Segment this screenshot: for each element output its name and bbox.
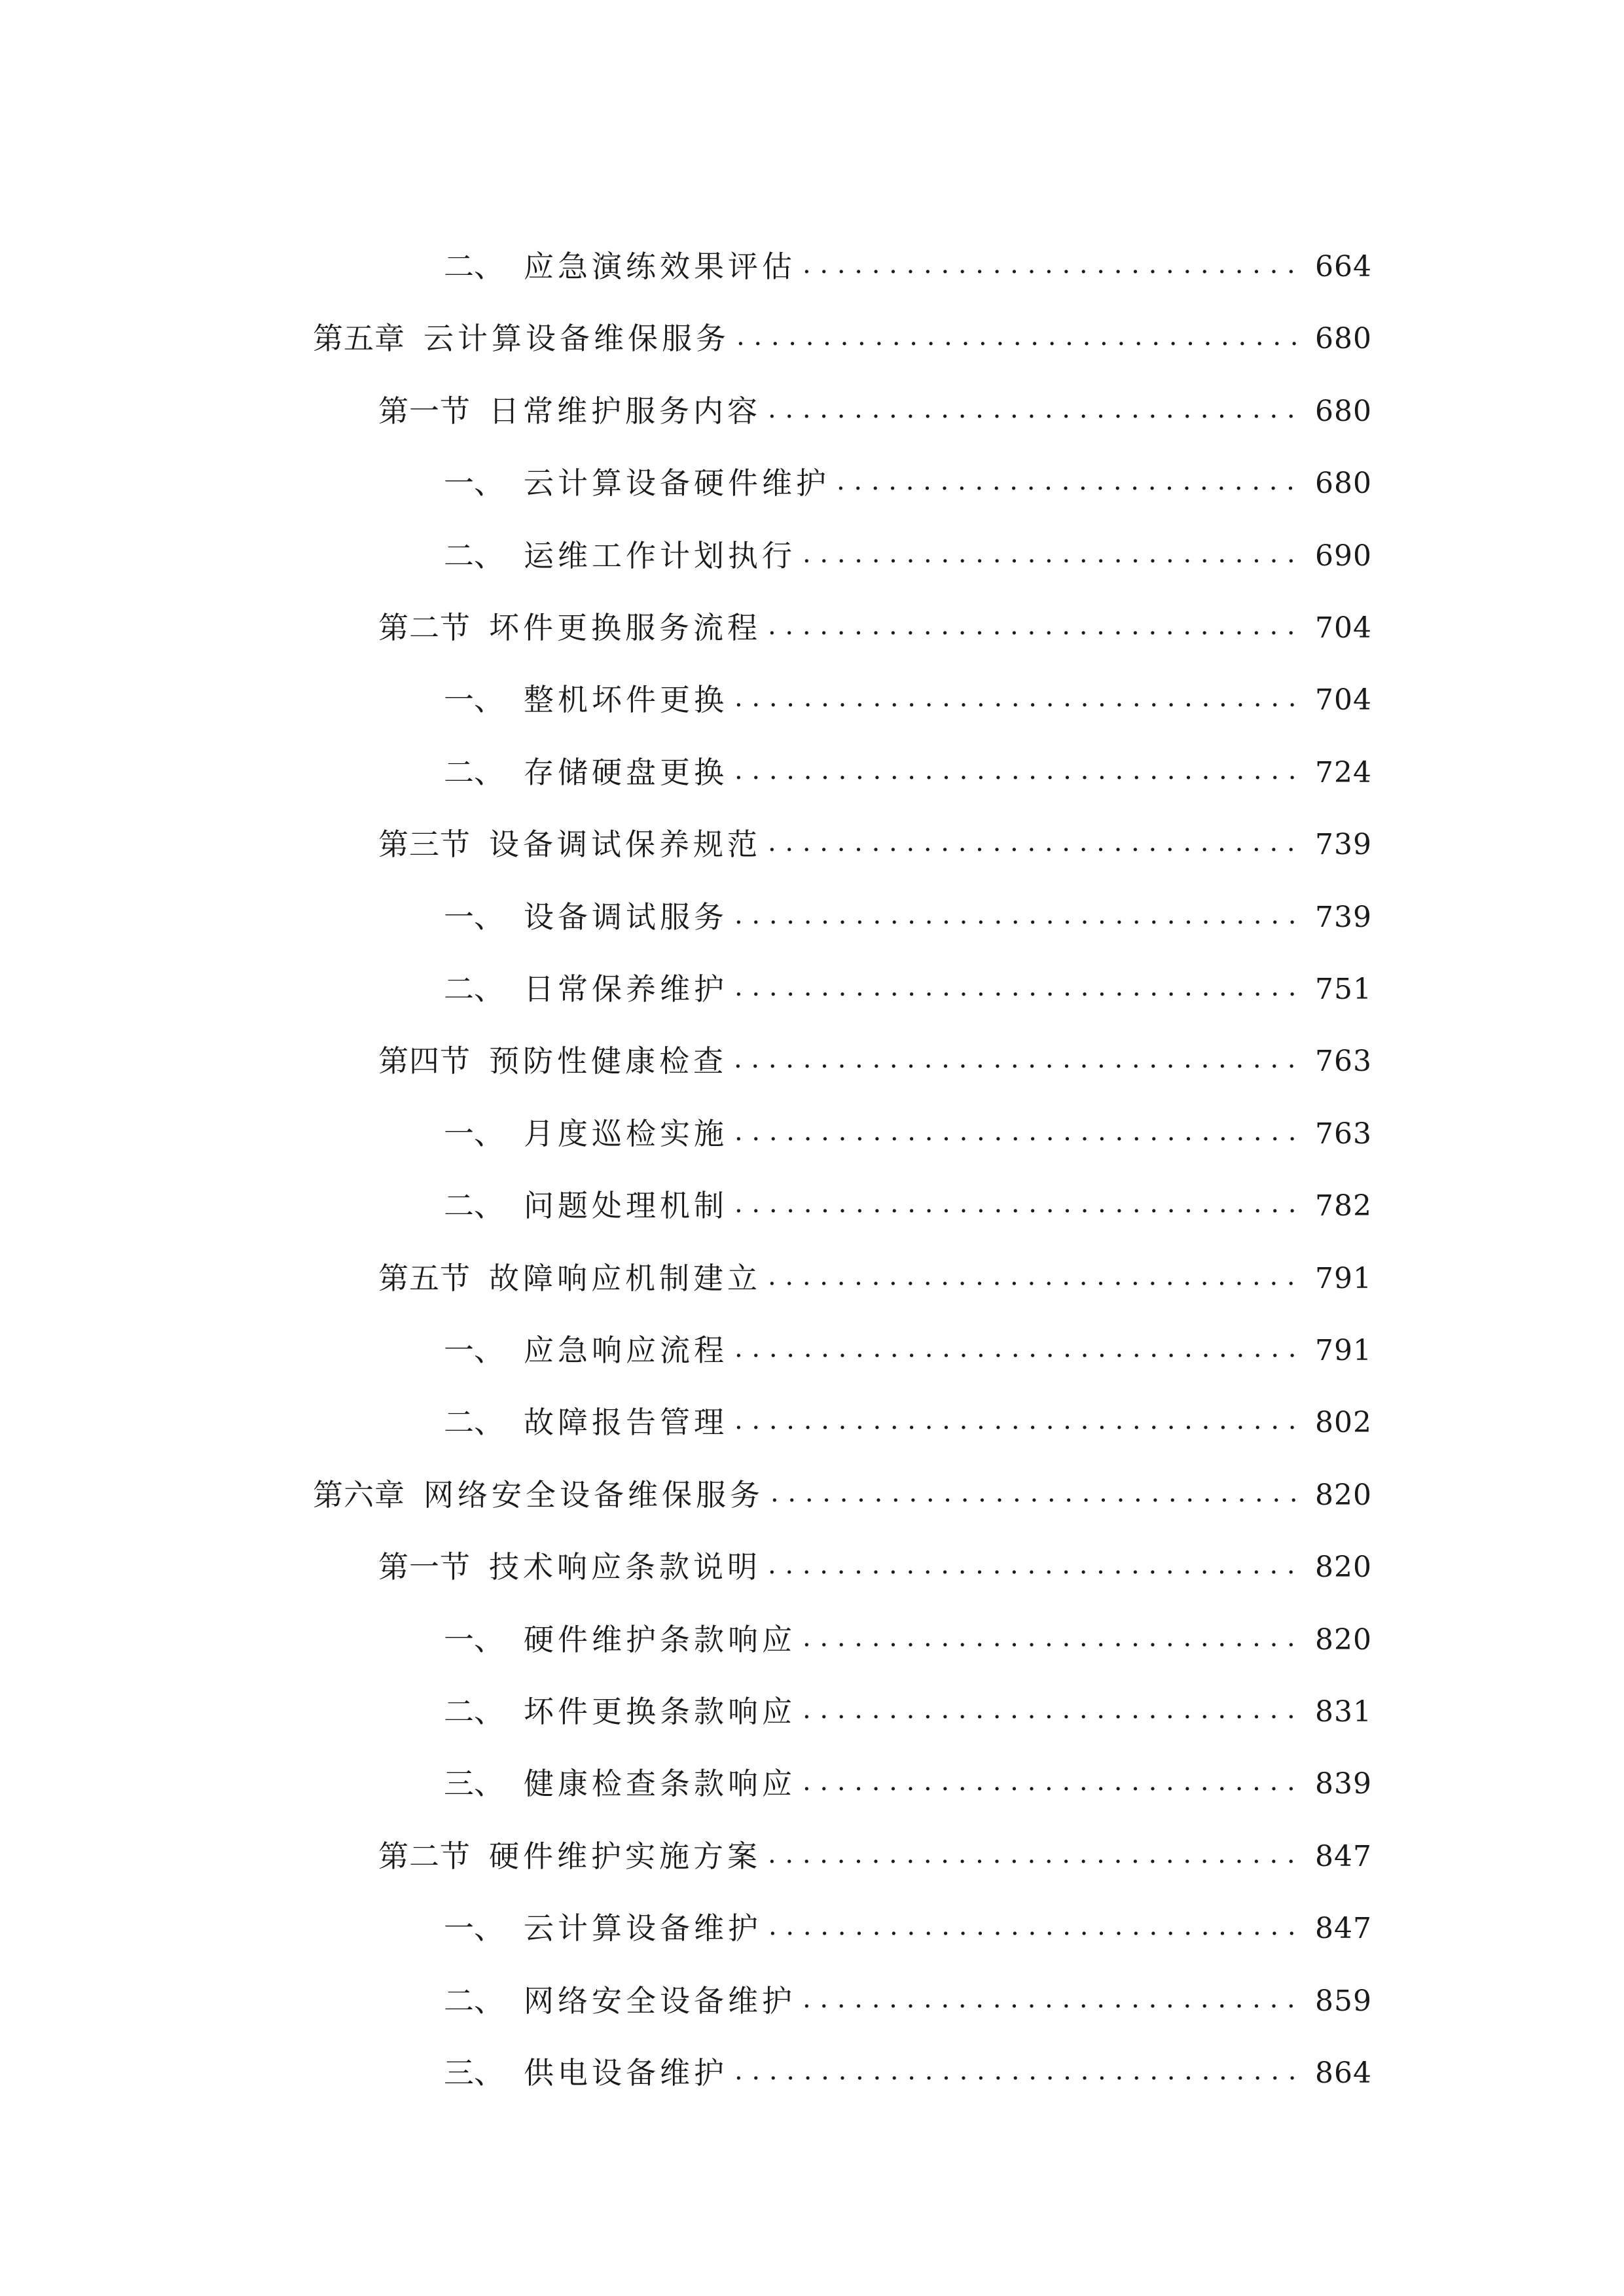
toc-entry-number: 一、	[444, 1115, 504, 1151]
dot-leader	[734, 757, 1303, 783]
toc-entry[interactable]	[378, 1819, 1372, 1874]
toc-entry[interactable]	[444, 880, 1372, 935]
toc-entry-page-number: 704	[1315, 611, 1372, 645]
toc-entry-title: 硬件维护实施方案	[489, 1838, 761, 1874]
toc-entry-number: 第五章	[313, 321, 405, 357]
toc-entry[interactable]	[313, 301, 1372, 357]
toc-entry-page-number: 847	[1315, 1839, 1372, 1873]
toc-entry-number: 二、	[444, 1405, 504, 1441]
toc-entry-number: 一、	[444, 682, 504, 718]
toc-entry[interactable]	[313, 1458, 1372, 1513]
toc-entry-page-number: 820	[1315, 1551, 1372, 1585]
dot-leader	[734, 974, 1303, 1000]
toc-entry-title: 网络安全设备维护	[524, 1982, 796, 2018]
toc-entry-number: 第一节	[378, 1549, 471, 1585]
toc-entry-number: 三、	[444, 1766, 504, 1802]
dot-leader	[734, 1191, 1303, 1217]
dot-leader	[768, 613, 1303, 639]
toc-entry-page-number: 680	[1315, 322, 1372, 356]
toc-entry-page-number: 704	[1315, 683, 1372, 717]
toc-entry-page-number: 739	[1315, 900, 1372, 934]
toc-entry-number: 一、	[444, 899, 504, 935]
dot-leader	[770, 1480, 1303, 1506]
toc-entry-title: 故障响应机制建立	[489, 1260, 761, 1296]
toc-entry[interactable]	[444, 1891, 1372, 1946]
dot-leader	[768, 1263, 1303, 1289]
dot-leader	[803, 1696, 1303, 1723]
toc-entry-title: 网络安全设备维保服务	[424, 1477, 764, 1513]
toc-entry-title: 日常维护服务内容	[489, 393, 761, 429]
toc-entry[interactable]	[378, 1530, 1372, 1585]
dot-leader	[803, 1986, 1303, 2012]
dot-leader	[734, 1335, 1303, 1361]
toc-entry-number: 第一节	[378, 393, 471, 429]
toc-entry-number: 一、	[444, 1621, 504, 1657]
toc-entry-number: 一、	[444, 1910, 504, 1946]
toc-entry-page-number: 831	[1315, 1695, 1372, 1729]
toc-entry[interactable]	[444, 229, 1372, 284]
dot-leader	[768, 1841, 1303, 1867]
toc-entry-page-number: 680	[1315, 394, 1372, 428]
toc-entry-title: 月度巡检实施	[524, 1115, 728, 1151]
toc-entry-page-number: 847	[1315, 1912, 1372, 1946]
toc-entry-title: 日常保养维护	[524, 971, 728, 1007]
toc-entry-title: 供电设备维护	[524, 2055, 728, 2090]
toc-entry-number: 第四节	[378, 1043, 471, 1079]
toc-entry[interactable]	[444, 1385, 1372, 1441]
toc-entry-number: 第二节	[378, 610, 471, 645]
toc-entry-page-number: 763	[1315, 1045, 1372, 1079]
toc-entry-title: 问题处理机制	[524, 1188, 728, 1224]
dot-leader	[768, 829, 1303, 855]
toc-entry[interactable]	[444, 446, 1372, 501]
dot-leader	[734, 1046, 1303, 1072]
toc-entry-number: 二、	[444, 249, 504, 284]
toc-entry[interactable]	[444, 1313, 1372, 1368]
dot-leader	[768, 1552, 1303, 1578]
toc-entry-page-number: 864	[1315, 2056, 1372, 2090]
toc-entry-page-number: 664	[1315, 250, 1372, 283]
toc-entry-page-number: 739	[1315, 828, 1372, 862]
toc-entry-title: 整机坏件更换	[524, 682, 728, 718]
toc-entry-title: 技术响应条款说明	[489, 1549, 761, 1585]
toc-entry[interactable]	[378, 590, 1372, 643]
toc-entry-number: 一、	[444, 465, 504, 501]
toc-entry-page-number: 791	[1315, 1261, 1372, 1295]
dot-leader	[803, 541, 1303, 567]
toc-entry[interactable]	[378, 1024, 1372, 1079]
toc-entry-title: 云计算设备维护	[524, 1910, 762, 1946]
toc-entry-title: 设备调试服务	[524, 899, 728, 935]
toc-entry-title: 健康检查条款响应	[524, 1766, 796, 1802]
toc-entry-title: 应急演练效果评估	[524, 249, 796, 284]
toc-entry[interactable]	[444, 952, 1372, 1007]
toc-entry[interactable]	[444, 1602, 1372, 1655]
toc-entry-number: 第五节	[378, 1260, 471, 1296]
dot-leader	[734, 685, 1303, 711]
toc-entry-page-number: 791	[1315, 1334, 1372, 1367]
toc-entry-number: 一、	[444, 1333, 504, 1368]
toc-entry[interactable]	[444, 1964, 1372, 2016]
toc-entry-page-number: 680	[1315, 467, 1372, 501]
toc-entry-title: 故障报告管理	[524, 1405, 728, 1441]
toc-entry-page-number: 724	[1315, 755, 1372, 789]
toc-entry[interactable]	[378, 1241, 1372, 1296]
toc-entry-page-number: 820	[1315, 1623, 1372, 1657]
toc-entry-page-number: 802	[1315, 1406, 1372, 1440]
toc-entry-title: 预防性健康检查	[489, 1043, 727, 1079]
toc-entry-title: 存储硬盘更换	[524, 754, 728, 790]
toc-entry[interactable]	[444, 1096, 1372, 1149]
dot-leader	[736, 323, 1303, 350]
dot-leader	[803, 1768, 1303, 1795]
toc-entry-number: 二、	[444, 537, 504, 573]
toc-entry-page-number: 859	[1315, 1984, 1372, 2018]
toc-entry[interactable]	[378, 807, 1372, 863]
toc-entry-page-number: 751	[1315, 973, 1372, 1006]
dot-leader	[734, 2058, 1303, 2084]
toc-entry-number: 二、	[444, 1188, 504, 1224]
toc-entry-title: 云计算设备维保服务	[424, 321, 730, 357]
toc-entry-page-number: 690	[1315, 539, 1372, 573]
toc-entry[interactable]	[444, 518, 1372, 571]
dot-leader	[734, 1119, 1303, 1145]
toc-entry-page-number: 782	[1315, 1189, 1372, 1223]
toc-entry-number: 第二节	[378, 1838, 471, 1874]
toc-entry-number: 第三节	[378, 827, 471, 863]
toc-entry-title: 坏件更换服务流程	[489, 610, 761, 645]
toc-entry[interactable]	[378, 374, 1372, 429]
toc-entry-title: 运维工作计划执行	[524, 537, 796, 573]
toc-entry-number: 三、	[444, 2055, 504, 2090]
dot-leader	[803, 251, 1303, 278]
toc-entry-number: 二、	[444, 971, 504, 1007]
toc-entry-page-number: 763	[1315, 1117, 1372, 1151]
toc-entry[interactable]	[444, 1674, 1372, 1727]
dot-leader	[837, 468, 1303, 494]
dot-leader	[734, 902, 1303, 928]
toc-entry-title: 硬件维护条款响应	[524, 1621, 796, 1657]
toc-entry-title: 设备调试保养规范	[489, 827, 761, 863]
toc-entry-number: 二、	[444, 1982, 504, 2018]
toc-entry-number: 二、	[444, 754, 504, 790]
toc-entry-number: 第六章	[313, 1477, 405, 1513]
toc-entry[interactable]	[444, 662, 1372, 718]
toc-entry[interactable]	[444, 1168, 1372, 1224]
toc-entry-title: 云计算设备硬件维护	[524, 465, 830, 501]
toc-entry-title: 应急响应流程	[524, 1333, 728, 1368]
dot-leader	[768, 396, 1303, 422]
toc-entry-title: 坏件更换条款响应	[524, 1694, 796, 1729]
toc-entry[interactable]	[444, 735, 1372, 790]
toc-entry-page-number: 820	[1315, 1478, 1372, 1512]
dot-leader	[803, 1624, 1303, 1651]
toc-entry[interactable]	[444, 1746, 1372, 1802]
dot-leader	[734, 1407, 1303, 1433]
toc-entry-page-number: 839	[1315, 1767, 1372, 1801]
toc-entry[interactable]	[444, 2036, 1372, 2088]
dot-leader	[768, 1913, 1303, 1939]
toc-entry-number: 二、	[444, 1694, 504, 1729]
